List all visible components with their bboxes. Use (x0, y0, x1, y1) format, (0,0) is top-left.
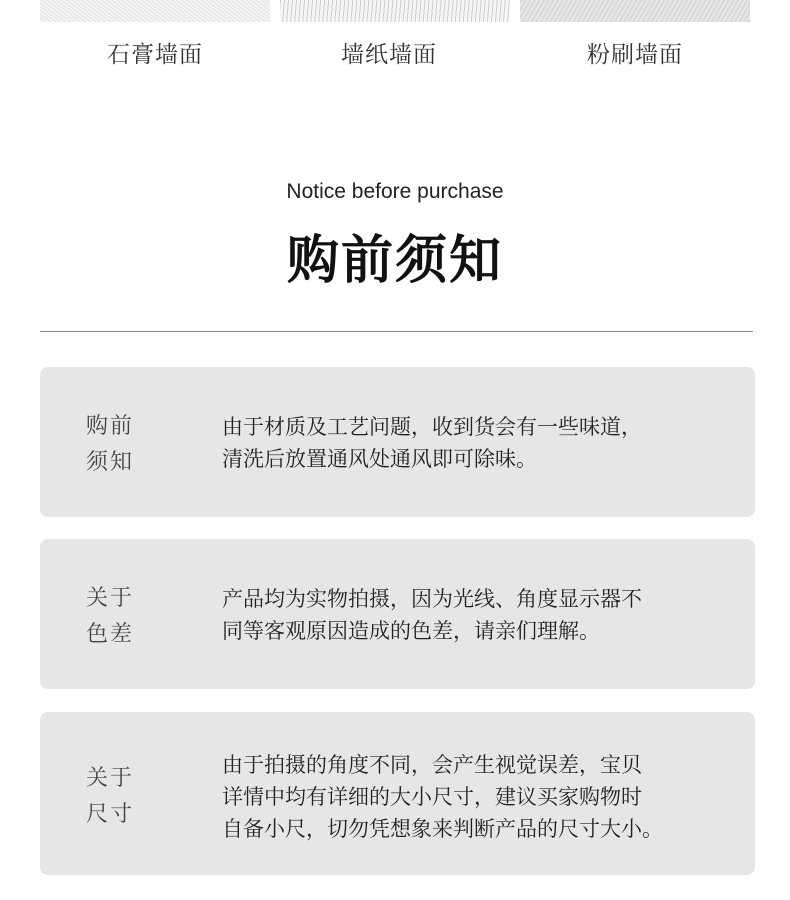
card-body-line: 产品均为实物拍摄，因为光线、角度显示器不 (222, 587, 642, 611)
card-title-line: 色差 (86, 622, 135, 647)
card-body-line: 由于拍摄的角度不同，会产生视觉误差，宝贝 (222, 753, 642, 777)
card-title-line: 须知 (86, 450, 135, 475)
wall-type-label-wallpaper: 墙纸墙面 (341, 42, 437, 68)
card-title (86, 761, 146, 833)
gypsum-wall-swatch (40, 0, 270, 22)
wall-type-label-painted: 粉刷墙面 (587, 42, 683, 68)
card-body-line: 详情中均有详细的大小尺寸，建议买家购物时 (222, 785, 642, 809)
card-body-line: 自备小尺，切勿凭想象来判断产品的尺寸大小。 (222, 817, 663, 841)
card-title (86, 409, 146, 481)
card-title-line: 关于 (86, 766, 135, 791)
card-body-line: 由于材质及工艺问题，收到货会有一些味道， (222, 415, 642, 439)
notice-card-size (40, 712, 755, 875)
card-title-line: 购前 (86, 414, 135, 439)
section-divider (40, 331, 753, 332)
card-body (222, 411, 722, 475)
card-title-line: 关于 (86, 586, 135, 611)
notice-title: 购前须知 (286, 231, 503, 291)
notice-subtitle-en: Notice before purchase (286, 180, 504, 203)
wall-type-label-gypsum: 石膏墙面 (107, 42, 203, 68)
notice-card-pre-purchase (40, 367, 755, 517)
card-body (222, 583, 722, 647)
card-body-line: 清洗后放置通风处通风即可除味。 (222, 447, 537, 471)
card-title (86, 581, 146, 653)
wallpaper-wall-swatch (280, 0, 510, 22)
painted-wall-swatch (520, 0, 750, 22)
card-body (222, 749, 722, 845)
notice-card-color-difference (40, 539, 755, 689)
card-title-line: 尺寸 (86, 802, 135, 827)
card-body-line: 同等客观原因造成的色差，请亲们理解。 (222, 619, 600, 643)
wall-texture-swatches (0, 0, 790, 24)
